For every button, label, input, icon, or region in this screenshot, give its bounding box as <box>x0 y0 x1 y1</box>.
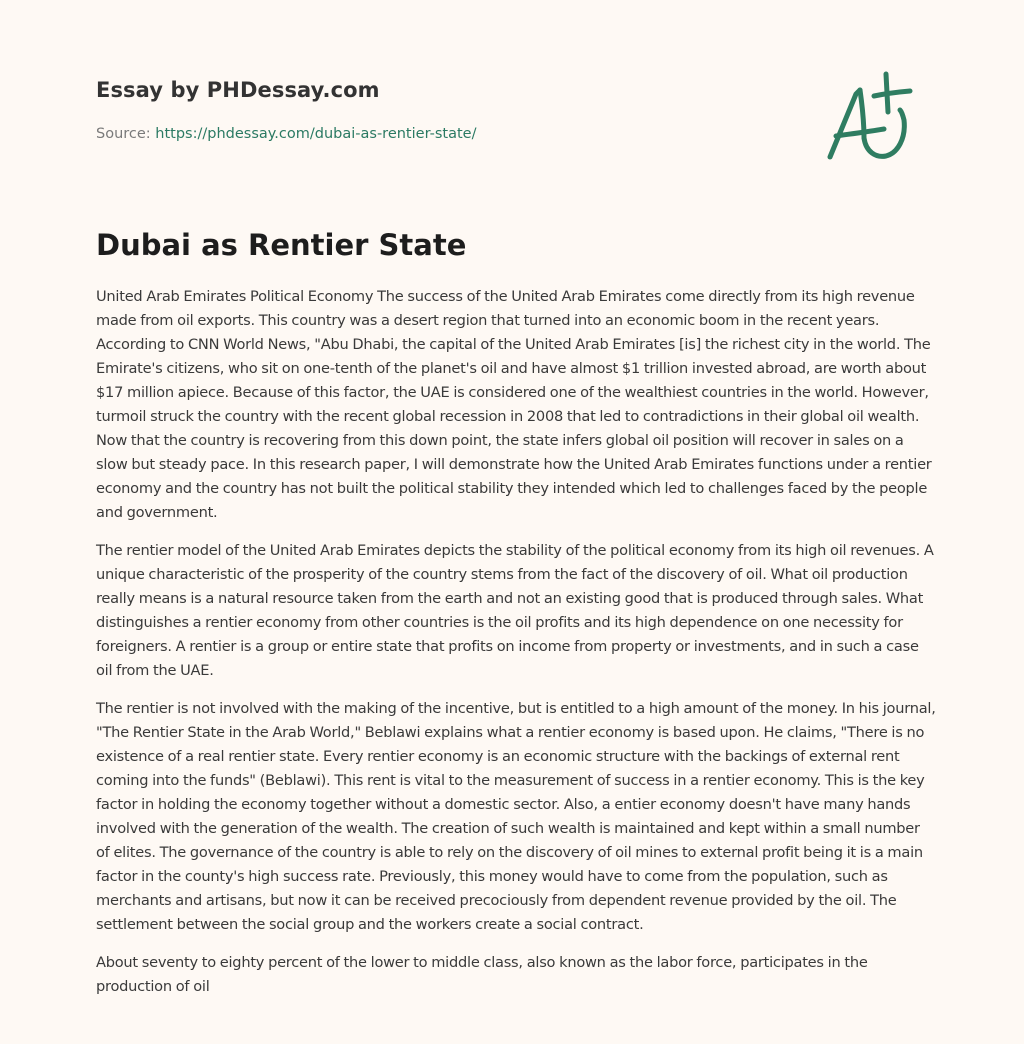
essay-paragraph: About seventy to eighty percent of the lower to middle class, also known as the labor force, participates in the production of oil <box>96 954 868 995</box>
source-link[interactable]: https://phdessay.com/dubai-as-rentier-state/ <box>155 126 477 142</box>
a-plus-grade-icon <box>822 64 932 168</box>
page-title: Dubai as Rentier State <box>96 228 467 262</box>
source-line <box>96 124 796 144</box>
essay-body <box>96 285 936 1013</box>
site-title: Essay by PHDessay.com <box>96 78 380 102</box>
essay-paragraph: United Arab Emirates Political Economy The success of the United Arab Emirates come directly from its high revenue made from oil exports. This country was a desert region that turned into an economic boom in the recent years. According to CNN World News, "Abu Dhabi, the capital of the United Arab Emirates [is] the richest city in the world. The Emirate's citizens, who sit on one-tenth of the planet's oil and have almost $1 trillion invested abroad, are worth about $17 million apiece. Because of this factor, the UAE is considered one of the wealthiest countries in the world. However, turmoil struck the country with the recent global recession in 2008 that led to contradictions in their global oil wealth. Now that the country is recovering from this down point, the state infers global oil position will recover in sales on a slow but steady pace. In this research paper, I will demonstrate how the United Arab Emirates functions under a rentier economy and the country has not built the political stability they intended which led to challenges faced by the people and government. <box>96 288 932 521</box>
essay-paragraph: The rentier is not involved with the making of the incentive, but is entitled to a high amount of the money. In his journal, "The Rentier State in the Arab World," Beblawi explains what a rentier economy is based upon. He claims, "There is no existence of a real rentier state. Every rentier economy is an economic structure with the backings of external rent coming into the funds" (Beblawi). This rent is vital to the measurement of success in a rentier economy. This is the key factor in holding the economy together without a domestic sector. Also, a entier economy doesn't have many hands involved with the generation of the wealth. The creation of such wealth is maintained and kept within a small number of elites. The governance of the country is able to rely on the discovery of oil mines to external profit being it is a main factor in the county's high success rate. Previously, this money would have to come from the population, such as merchants and artisans, but now it can be received precociously from dependent revenue provided by the oil. The settlement between the social group and the workers create a social contract. <box>96 700 936 933</box>
essay-header <box>96 76 796 144</box>
essay-paragraph: The rentier model of the United Arab Emirates depicts the stability of the political economy from its high oil revenues. A unique characteristic of the prosperity of the country stems from the fact of the discovery of oil. What oil production really means is a natural resource taken from the earth and not an existing good that is produced through sales. What distinguishes a rentier economy from other countries is the oil profits and its high dependence on one necessity for foreigners. A rentier is a group or entire state that profits on income from property or investments, and in such a case oil from the UAE. <box>96 542 934 679</box>
source-label: Source: <box>96 126 151 142</box>
